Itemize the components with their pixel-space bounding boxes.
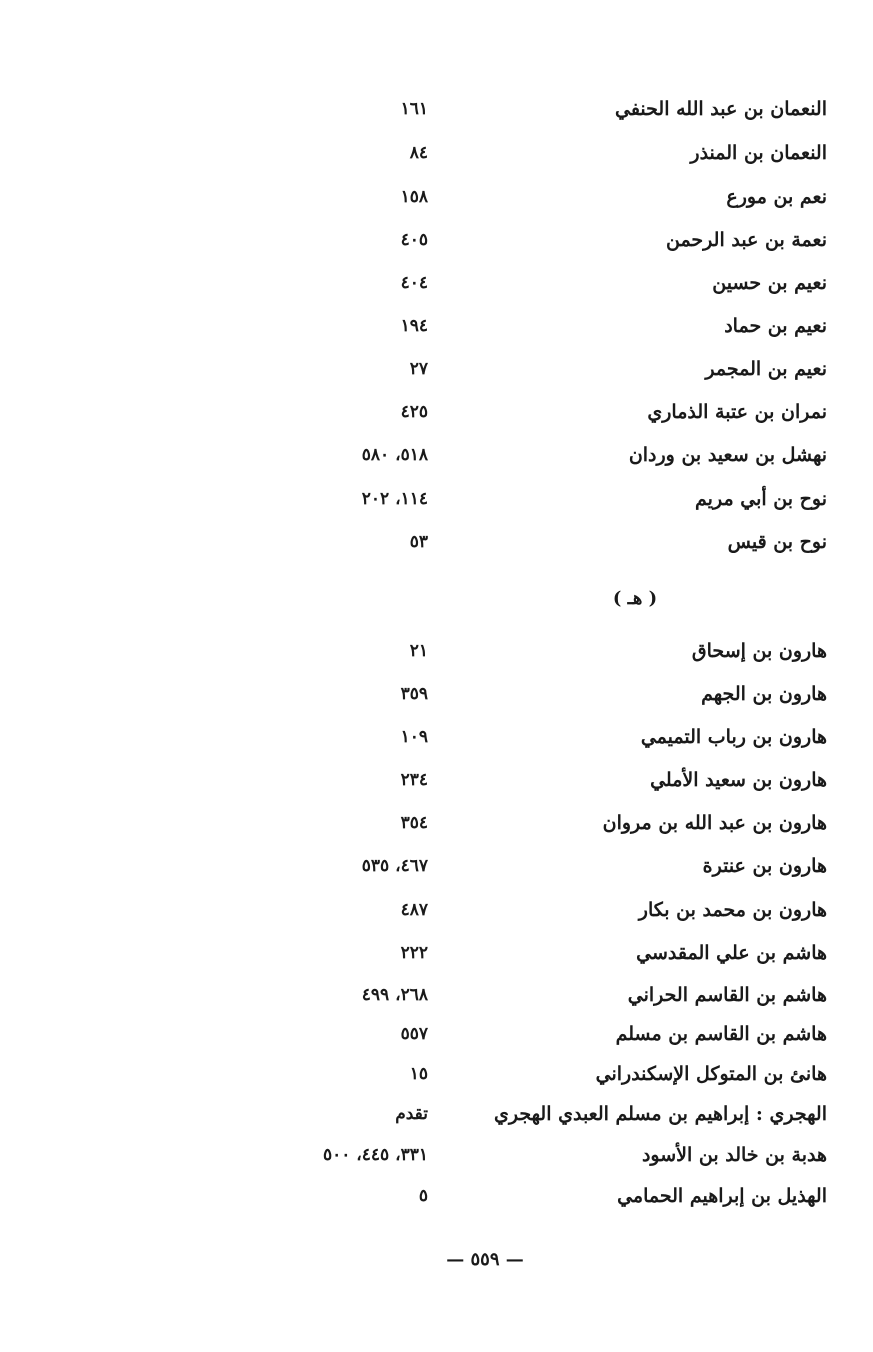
index-entry bbox=[0, 1059, 873, 1099]
entry-name: نهشل بن سعيد بن وردان bbox=[628, 444, 827, 466]
entry-name: نوح بن أبي مريم bbox=[695, 488, 827, 510]
entry-name: هاشم بن علي المقدسي bbox=[636, 942, 827, 964]
entry-name: نعيم بن حماد bbox=[724, 315, 827, 337]
index-entry bbox=[0, 938, 873, 978]
index-entry bbox=[0, 1181, 873, 1221]
index-entry bbox=[0, 679, 873, 719]
index-entry bbox=[0, 182, 873, 222]
index-entry bbox=[0, 851, 873, 891]
entry-pages: ١٠٩ bbox=[400, 727, 428, 747]
entry-name: هدبة بن خالد بن الأسود bbox=[641, 1144, 827, 1166]
entry-name: النعمان بن عبد الله الحنفي bbox=[614, 98, 827, 120]
entry-pages: ١٦١ bbox=[400, 99, 428, 119]
entry-name: هارون بن عبد الله بن مروان bbox=[602, 812, 827, 834]
entry-pages: ١١٤، ٢٠٢ bbox=[361, 489, 428, 509]
entry-name: نعيم بن حسين bbox=[712, 272, 827, 294]
entry-name: هارون بن الجهم bbox=[701, 683, 827, 705]
entry-name: نعم بن مورع bbox=[726, 186, 827, 208]
index-entry bbox=[0, 765, 873, 805]
index-entry bbox=[0, 311, 873, 351]
index-entry bbox=[0, 440, 873, 480]
index-entry bbox=[0, 895, 873, 935]
entry-name: هارون بن رباب التميمي bbox=[640, 726, 827, 748]
entry-pages: تقدم bbox=[395, 1104, 428, 1124]
entry-name: هاشم بن القاسم بن مسلم bbox=[615, 1023, 827, 1045]
index-entry bbox=[0, 808, 873, 848]
entry-pages: ١٩٤ bbox=[400, 316, 428, 336]
entry-pages: ٣٥٩ bbox=[400, 684, 428, 704]
section-header: ( هـ ) bbox=[612, 588, 658, 609]
entry-name: هارون بن عنترة bbox=[702, 855, 827, 877]
entry-name: نوح بن قيس bbox=[727, 531, 827, 553]
index-entry bbox=[0, 527, 873, 567]
entry-name: نمران بن عتبة الذماري bbox=[647, 401, 827, 423]
index-entry bbox=[0, 722, 873, 762]
index-entry bbox=[0, 397, 873, 437]
index-entry bbox=[0, 980, 873, 1020]
entry-pages: ٥٣ bbox=[409, 532, 428, 552]
entry-name: هارون بن إسحاق bbox=[691, 640, 827, 662]
entry-name: هارون بن سعيد الأملي bbox=[650, 769, 827, 791]
entry-pages: ١٥٨ bbox=[400, 187, 428, 207]
index-entry bbox=[0, 1140, 873, 1180]
index-entry bbox=[0, 484, 873, 524]
index-entry bbox=[0, 268, 873, 308]
entry-pages: ٢٦٨، ٤٩٩ bbox=[361, 985, 428, 1005]
entry-pages: ٢٣٤ bbox=[400, 770, 428, 790]
index-entry bbox=[0, 1019, 873, 1059]
entry-pages: ٤٦٧، ٥٣٥ bbox=[361, 856, 428, 876]
entry-name: هاشم بن القاسم الحراني bbox=[627, 984, 827, 1006]
entry-pages: ٤٠٥ bbox=[400, 230, 428, 250]
entry-pages: ٥١٨، ٥٨٠ bbox=[361, 445, 428, 465]
index-entry bbox=[0, 225, 873, 265]
entry-pages: ٨٤ bbox=[409, 143, 428, 163]
entry-name: الهذيل بن إبراهيم الحمامي bbox=[617, 1185, 827, 1207]
index-entry bbox=[0, 1099, 873, 1139]
entry-pages: ٤٢٥ bbox=[400, 402, 428, 422]
entry-pages: ٢٢٢ bbox=[400, 943, 428, 963]
entry-pages: ٥ bbox=[418, 1186, 428, 1206]
entry-pages: ١٥ bbox=[409, 1064, 428, 1084]
entry-name: النعمان بن المنذر bbox=[690, 142, 827, 164]
index-entry bbox=[0, 354, 873, 394]
entry-name: هانئ بن المتوكل الإسكندراني bbox=[595, 1063, 827, 1085]
entry-pages: ٤٨٧ bbox=[400, 900, 428, 920]
entry-pages: ٤٠٤ bbox=[400, 273, 428, 293]
entry-name: نعيم بن المجمر bbox=[705, 358, 827, 380]
index-entry bbox=[0, 636, 873, 676]
entry-pages: ٥٥٧ bbox=[400, 1024, 428, 1044]
entry-pages: ٣٥٤ bbox=[400, 813, 428, 833]
entry-pages: ٣٣١، ٤٤٥، ٥٠٠ bbox=[322, 1145, 428, 1165]
entry-name: الهجري : إبراهيم بن مسلم العبدي الهجري bbox=[494, 1103, 827, 1125]
index-entry bbox=[0, 138, 873, 178]
entry-name: نعمة بن عبد الرحمن bbox=[665, 229, 827, 251]
page-number: — ٥٥٩ — bbox=[446, 1249, 524, 1270]
index-entry bbox=[0, 94, 873, 134]
entry-pages: ٢١ bbox=[409, 641, 428, 661]
entry-pages: ٢٧ bbox=[409, 359, 428, 379]
entry-name: هارون بن محمد بن بكار bbox=[638, 899, 827, 921]
